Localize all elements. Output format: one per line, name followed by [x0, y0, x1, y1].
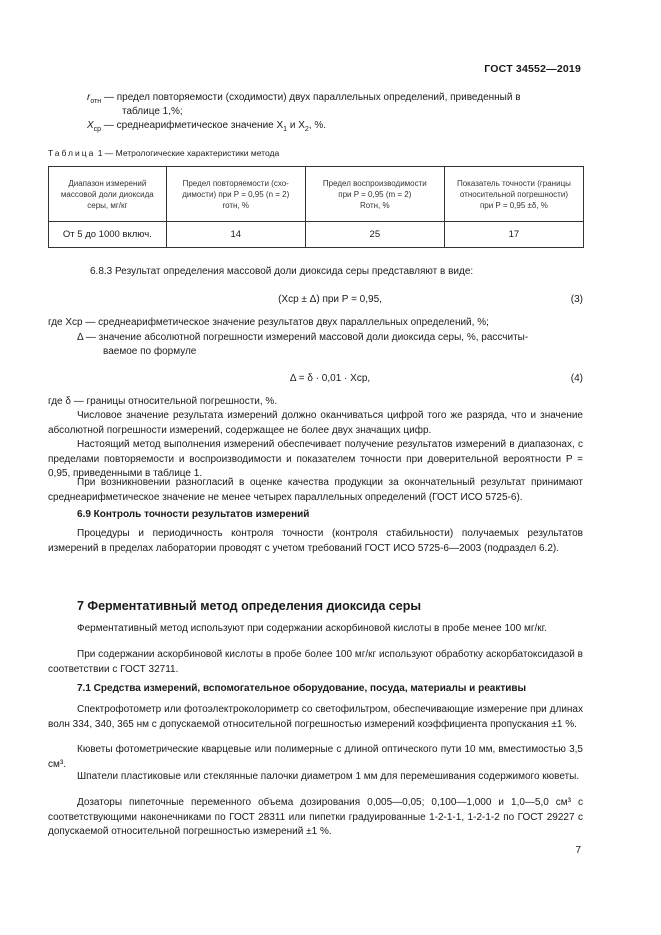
paragraph: Ферментативный метод используют при содержании аскорбиновой кислоты в пробе менее 100 мг/кг.: [77, 623, 547, 634]
table-row: [49, 222, 584, 248]
equation-3-formula: (Xср ± Δ) при P = 0,95,: [278, 294, 382, 305]
equation-4: [77, 373, 583, 387]
table-cell: От 5 до 1000 включ.: [49, 222, 167, 248]
definition-x: $X_{ср}$ — среднеарифметическое значение $X_1$ и $X_2$, %.: [87, 120, 327, 133]
equation-3: [77, 294, 583, 308]
paragraph: При содержании аскорбиновой кислоты в пробе более 100 мг/кг используют обработку аскорбатоксидазой в соответствии с ГОСТ 32711.: [48, 649, 583, 675]
page-number: 7: [575, 845, 581, 856]
paragraph: Настоящий метод выполнения измерений обеспечивает получение результатов измерений в диапазонах, с пределами повторяемости и воспроизводимости и показателем точности при доверительной вероятности P = 0,95, приведенными в таблице 1.: [48, 439, 583, 479]
definition-r-cont: таблице 1,%;: [122, 106, 183, 117]
table-cell: 14: [166, 222, 305, 248]
equation-4-number: (4): [570, 373, 583, 384]
table-header-cell: Показатель точности (границы относительной погрешности) при P = 0,95 ±δ, %: [444, 167, 583, 222]
paragraph: Процедуры и периодичность контроля точности (контроля стабильности) получаемых результатов измерений в пределах лаборатории проводят с учетом требований ГОСТ ИСО 5725-6—2003 (подраздел 6.2).: [48, 528, 583, 554]
paragraph: При возникновении разногласий в оценке качества продукции за окончательный результат принимают среднеарифметическое значение не менее четырех параллельных определений (ГОСТ ИСО 5725-6).: [48, 477, 583, 503]
where-delta-cont: ваемое по формуле: [103, 346, 197, 357]
table-header-cell: Предел воспроизводимости при P = 0,95 (m = 2) Rотн, %: [305, 167, 444, 222]
table-cell: 17: [444, 222, 583, 248]
where-delta: Δ — значение абсолютной погрешности измерений массовой доли диоксида серы, %, рассчиты-: [77, 332, 529, 343]
paragraph: Дозаторы пипеточные переменного объема дозирования 0,005—0,05; 0,100—1,000 и 1,0—5,0 см³ с соответствующими наконечниками по ГОСТ 28311 или пипетки градуированные 1-2-1-1, 1-2-1-2 по ГОСТ 29227 с допускаемой относительной погрешностью измерений ±1 %.: [48, 797, 583, 837]
paragraph: Шпатели пластиковые или стеклянные палочки диаметром 1 мм для перемешивания содержимого кюветы.: [77, 771, 580, 782]
table-cell: 25: [305, 222, 444, 248]
table-header-cell: Диапазон измерений массовой доли диоксида серы, мг/кг: [49, 167, 167, 222]
where-xcp: где Xср — среднеарифметическое значение результатов двух параллельных определений, %;: [48, 317, 489, 328]
equation-3-number: (3): [570, 294, 583, 305]
where-delta-rel: где δ — границы относительной погрешности, %.: [48, 396, 278, 407]
subsection-title-6-9: 6.9 Контроль точности результатов измерений: [77, 509, 310, 520]
paragraph: Кюветы фотометрические кварцевые или полимерные с длиной оптического пути 10 мм, вместимостью 3,5 см³.: [48, 744, 583, 770]
section-title-7: 7 Ферментативный метод определения диоксида серы: [77, 599, 422, 613]
metrology-table: [48, 166, 584, 248]
table-header-cell: Предел повторяемости (схо- димости) при P = 0,95 (n = 2) rотн, %: [166, 167, 305, 222]
document-code: ГОСТ 34552—2019: [484, 63, 581, 75]
table-header-row: [49, 167, 584, 222]
clause-6-8-3: 6.8.3 Результат определения массовой доли диоксида серы представляют в виде:: [90, 266, 474, 277]
paragraph: Числовое значение результата измерений должно оканчиваться цифрой того же разряда, что и значение абсолютной погрешности измерений, содержащее не более двух значащих цифр.: [48, 410, 583, 436]
paragraph: Спектрофотометр или фотоэлектроколориметр со светофильтром, обеспечивающие измерение при длинах волн 334, 340, 365 нм с допускаемой относительной погрешностью измерений коэффициента пропускания ±1 %.: [48, 704, 583, 730]
table-caption: Таблица 1 — Метрологические характеристики метода: [48, 148, 280, 158]
definition-r: $r_{отн}$ — предел повторяемости (сходимости) двух параллельных определений, приведенный в: [87, 92, 521, 105]
equation-4-formula: Δ = δ · 0,01 · Xср,: [289, 373, 371, 384]
subsection-title-7-1: 7.1 Средства измерений, вспомогательное оборудование, посуда, материалы и реактивы: [77, 683, 527, 694]
